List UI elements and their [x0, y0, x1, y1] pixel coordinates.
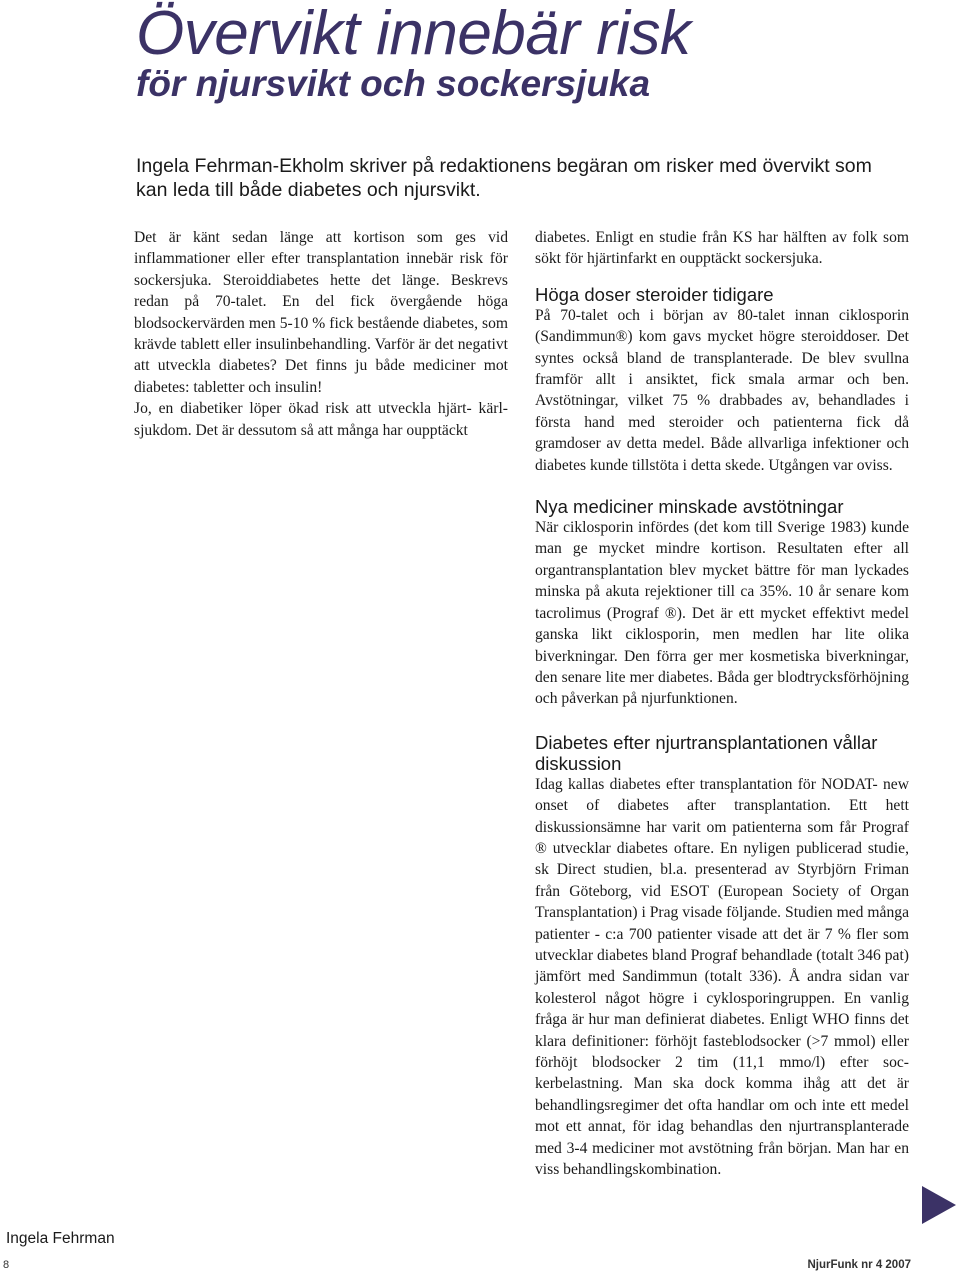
left-paragraph-1: Det är känt sedan länge att kortison som ges vid inflammationer eller efter transplantation innebär risk för sockersjuka. Steroiddiabetes hette det länge. Beskrevs redan på 70-talet. En del fick övergående höga blodsockervärden men 5-10 % fick bestående diabetes, som krävde tablett eller insulinbehandling. Varför är det negativt att utveckla diabetes? Det finns ju både mediciner mot diabetes: tabletter och insulin! [134, 229, 508, 396]
article-lead: Ingela Fehrman-Ekholm skriver på redaktionens begäran om risker med övervikt som kan leda till både diabetes och njursvikt. [136, 155, 872, 201]
page-number: 8 [3, 1259, 10, 1271]
left-column [134, 227, 508, 441]
arrow-right-icon [922, 1186, 956, 1224]
section-heading-diabetes-after-transplant: Diabetes efter njurtransplantationen vållar diskussion [535, 731, 878, 774]
section-heading-new-medicines: Nya mediciner minskade avstötningar [535, 496, 844, 518]
article-title: Övervikt innebär risk [136, 0, 691, 68]
right-paragraph-3: När ciklosporin infördes (det kom till Sverige 1983) kunde man ge mycket mindre kortison. Resultaten efter all organtransplantation blev mycket bättre för man lyckades minska på akuta rejektioner till ca 35%. 10 år senare kom tacrolimus (Prograf ®). Det är ett mycket effektivt medel ganska likt ciklosporin, men medlen har lite olika biverkningar. Den förra ger mer kosmetiska biverkningar, den senare lite mer diabetes. Båda ger blodtrycksförhöjning och påverkan på njurfunktionen. [535, 519, 909, 708]
right-paragraph-1: diabetes. Enligt en studie från KS har hälften av folk som sökt för hjärtinfarkt en oupptäckt sockersjuka. [535, 229, 909, 268]
right-paragraph-4: Idag kallas diabetes efter transplantation för NODAT- new onset of diabetes after transplantation. Ett hett diskussionsämne har varit om patienterna som får Prograf ® utvecklar diabetes oftare. En nyligen publicerad studie, sk Direct studien, bl.a. presenterad av Styrbjörn Friman från Göteborg, vid ESOT (European Society of Organ Transplantation) i Prag visade följande. Studien med många patienter - c:a 700 patienter visade att det är 7 % fler som utvecklar diabetes bland Prograf behandlade (totalt 346 pat) jämfört med Sandimmun (totalt 336). Å andra sidan var kolesterol något högre i cyklosporingruppen. En vanlig fråga är hur man definierat diabetes. Enligt WHO finns det klara definitioner: förhöjt fasteblodsocker (>7 mmol) eller förhöjt blodsocker 2 tim (11,1 mmo/l) efter sockerbelastning. Man ska dock komma ihåg att det är behandlingsregimer det ofta handlar om och inte ett medel mot ett annat, för idag behandlas den njurtransplanterade med 3-4 mediciner mot avstötning från början. Man har en viss behandlingskombination. [535, 775, 909, 1179]
magazine-footer: NjurFunk nr 4 2007 [807, 1259, 911, 1271]
photo-caption: Ingela Fehrman [6, 1230, 115, 1247]
right-column [535, 227, 909, 1180]
article-subtitle: för njursvikt och sockersjuka [136, 63, 651, 104]
right-paragraph-2: På 70-talet och i början av 80-talet innan ciklosporin (Sandimmun®) kom gavs mycket högre steroiddoser. Det syntes också bland de transplanterade. De blev svullna framför allt i ansiktet, fick smala armar och ben. Avstötningar, vilket 75 % drabbades av, behandlades i första hand med steroider och patienterna fick då gramdoser av detta medel. Både allvarliga infektioner och diabetes kunde tillstöta i detta skede. Utgången var oviss. [535, 306, 909, 474]
left-paragraph-2: Jo, en diabetiker löper ökad risk att utveckla hjärt- kärlsjukdom. Det är dessutom så att många har oupptäckt [134, 400, 508, 439]
section-heading-steroids: Höga doser steroider tidigare [535, 283, 774, 305]
